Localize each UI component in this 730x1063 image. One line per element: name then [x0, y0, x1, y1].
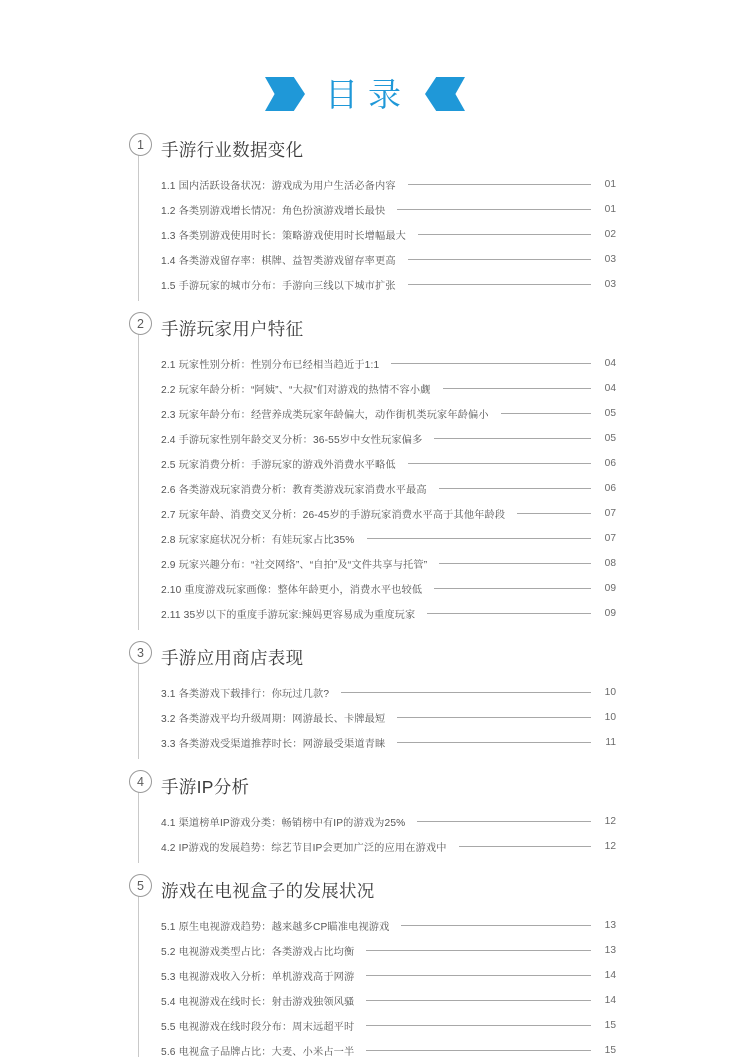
- section-items: [122, 674, 730, 755]
- leader-line: [408, 284, 591, 285]
- toc-entry-page-number: 02: [604, 229, 616, 240]
- section-number-badge: 4: [129, 770, 152, 793]
- leader-line: [341, 692, 591, 693]
- toc-entry-label: 1.4 各类游戏留存率：棋牌、益智类游戏留存率更高: [161, 256, 396, 267]
- toc-entry-page-number: 15: [604, 1045, 616, 1056]
- toc-entry-label: 4.2 IP游戏的发展趋势：综艺节目IP会更加广泛的应用在游戏中: [161, 843, 447, 854]
- toc-entry[interactable]: [161, 601, 730, 626]
- toc-entry-label: 3.2 各类游戏平均升级周期：网游最长、卡牌最短: [161, 714, 386, 725]
- toc-entry-label: 3.3 各类游戏受渠道推荐时长：网游最受渠道青睐: [161, 739, 386, 750]
- section-title: 手游IP分析: [161, 776, 250, 797]
- toc-entry-page-number: 11: [605, 737, 616, 748]
- leader-line: [517, 513, 591, 514]
- toc-entry[interactable]: [161, 963, 730, 988]
- leader-line: [366, 1000, 591, 1001]
- section-title: 游戏在电视盒子的发展状况: [161, 880, 375, 901]
- toc-entry-label: 1.5 手游玩家的城市分布：手游向三线以下城市扩张: [161, 281, 396, 292]
- toc-entry-label: 5.3 电视游戏收入分析：单机游戏高于网游: [161, 972, 355, 983]
- toc-entry[interactable]: [161, 247, 730, 272]
- section-header[interactable]: [122, 132, 730, 166]
- section-rail: [138, 321, 139, 630]
- leader-line: [408, 463, 591, 464]
- toc-entry[interactable]: [161, 172, 730, 197]
- toc-entry[interactable]: [161, 451, 730, 476]
- toc-entry[interactable]: [161, 526, 730, 551]
- toc-entry-page-number: 03: [604, 279, 616, 290]
- toc-entry[interactable]: [161, 501, 730, 526]
- toc-section: [0, 311, 730, 626]
- toc-entry[interactable]: [161, 680, 730, 705]
- toc-entry[interactable]: [161, 1013, 730, 1038]
- toc-entry-page-number: 12: [604, 816, 616, 827]
- leader-line: [391, 363, 591, 364]
- toc-entry[interactable]: [161, 222, 730, 247]
- leader-line: [408, 184, 591, 185]
- section-number-badge: 5: [129, 874, 152, 897]
- toc-entry[interactable]: [161, 351, 730, 376]
- leader-line: [439, 488, 591, 489]
- leader-line: [439, 563, 591, 564]
- leader-line: [501, 413, 591, 414]
- leader-line: [366, 975, 591, 976]
- leader-line: [397, 717, 591, 718]
- toc-entry[interactable]: [161, 401, 730, 426]
- toc-entry-page-number: 12: [604, 841, 616, 852]
- section-items: [122, 803, 730, 859]
- toc-entry-label: 2.6 各类游戏玩家消费分析：教育类游戏玩家消费水平最高: [161, 485, 427, 496]
- toc-entry-page-number: 13: [604, 945, 616, 956]
- toc-entry[interactable]: [161, 476, 730, 501]
- section-header[interactable]: [122, 873, 730, 907]
- leader-line: [401, 925, 591, 926]
- toc-entry-page-number: 06: [604, 483, 616, 494]
- section-header[interactable]: [122, 769, 730, 803]
- toc-entry[interactable]: [161, 809, 730, 834]
- toc-entry[interactable]: [161, 1038, 730, 1063]
- toc-entry[interactable]: [161, 730, 730, 755]
- toc-entry-label: 2.8 玩家家庭状况分析：有娃玩家占比35%: [161, 535, 355, 546]
- toc-entry[interactable]: [161, 576, 730, 601]
- toc-entry-page-number: 04: [604, 383, 616, 394]
- section-spacer: [0, 626, 730, 640]
- section-header[interactable]: [122, 311, 730, 345]
- toc-section: [0, 873, 730, 1063]
- section-number-badge: 2: [129, 312, 152, 335]
- toc-entry-label: 1.1 国内活跃设备状况：游戏成为用户生活必备内容: [161, 181, 396, 192]
- toc-entry-label: 2.7 玩家年龄、消费交叉分析：26-45岁的手游玩家消费水平高于其他年龄段: [161, 510, 506, 521]
- toc-entry-label: 5.4 电视游戏在线时长：射击游戏独领风骚: [161, 997, 355, 1008]
- section-items: [122, 166, 730, 297]
- section-title: 手游玩家用户特征: [161, 318, 304, 339]
- leader-line: [397, 742, 591, 743]
- document-header: [0, 68, 730, 120]
- toc-entry-page-number: 14: [604, 995, 616, 1006]
- leader-line: [366, 1050, 591, 1051]
- toc-entry[interactable]: [161, 988, 730, 1013]
- toc-entry-page-number: 15: [604, 1020, 616, 1031]
- toc-entry-label: 2.10 重度游戏玩家画像：整体年龄更小，消费水平也较低: [161, 585, 423, 596]
- toc-entry-page-number: 01: [604, 204, 616, 215]
- toc-section: [0, 132, 730, 297]
- toc-entry-page-number: 05: [604, 433, 616, 444]
- toc-entry-label: 2.2 玩家年龄分析：“阿姨”、“大叔”们对游戏的热情不容小觑: [161, 385, 431, 396]
- leader-line: [418, 234, 591, 235]
- toc-entry[interactable]: [161, 551, 730, 576]
- toc-entry-page-number: 04: [604, 358, 616, 369]
- toc-entry-page-number: 06: [604, 458, 616, 469]
- toc-entry-page-number: 07: [604, 508, 616, 519]
- section-number-badge: 1: [129, 133, 152, 156]
- leader-line: [427, 613, 591, 614]
- leader-line: [434, 588, 591, 589]
- toc-entry[interactable]: [161, 376, 730, 401]
- toc-section: [0, 640, 730, 755]
- toc-entry-label: 2.1 玩家性别分析：性别分布已经相当趋近于1:1: [161, 360, 380, 371]
- section-spacer: [0, 859, 730, 873]
- toc-entry[interactable]: [161, 426, 730, 451]
- toc-entry-page-number: 09: [604, 583, 616, 594]
- toc-entry-page-number: 07: [604, 533, 616, 544]
- toc-entry-page-number: 05: [604, 408, 616, 419]
- toc-entry-label: 5.2 电视游戏类型占比：各类游戏占比均衡: [161, 947, 355, 958]
- toc-entry-page-number: 01: [604, 179, 616, 190]
- toc-entry[interactable]: [161, 938, 730, 963]
- toc-entry[interactable]: [161, 272, 730, 297]
- toc-entry-page-number: 10: [604, 712, 616, 723]
- toc-entry-label: 5.1 原生电视游戏趋势：越来越多CP瞄准电视游戏: [161, 922, 390, 933]
- toc-entry-page-number: 14: [604, 970, 616, 981]
- toc-entry-label: 1.2 各类别游戏增长情况：角色扮演游戏增长最快: [161, 206, 386, 217]
- toc-entry-label: 2.11 35岁以下的重度手游玩家:辣妈更容易成为重度玩家: [161, 610, 416, 621]
- toc-entry-page-number: 08: [604, 558, 616, 569]
- section-header[interactable]: [122, 640, 730, 674]
- leader-line: [366, 950, 591, 951]
- section-title: 手游应用商店表现: [161, 647, 304, 668]
- toc-entry-label: 2.5 玩家消费分析：手游玩家的游戏外消费水平略低: [161, 460, 396, 471]
- leader-line: [397, 209, 591, 210]
- toc-entry-page-number: 10: [604, 687, 616, 698]
- toc-entry-label: 3.1 各类游戏下载排行：你玩过几款?: [161, 689, 330, 700]
- leader-line: [417, 821, 591, 822]
- leader-line: [367, 538, 592, 539]
- toc-entry-page-number: 13: [604, 920, 616, 931]
- section-items: [122, 907, 730, 1063]
- toc-section: [0, 769, 730, 859]
- toc-entry-label: 5.5 电视游戏在线时段分布：周末远超平时: [161, 1022, 355, 1033]
- toc-entry[interactable]: [161, 197, 730, 222]
- section-title: 手游行业数据变化: [161, 139, 304, 160]
- toc-entry-page-number: 03: [604, 254, 616, 265]
- leader-line: [366, 1025, 591, 1026]
- toc-entry-label: 2.9 玩家兴趣分布：“社交网络”、“自拍”及“文件共享与托管”: [161, 560, 428, 571]
- page-title: 目录: [325, 75, 411, 113]
- toc-entry-label: 2.4 手游玩家性别年龄交叉分析：36-55岁中女性玩家偏多: [161, 435, 423, 446]
- toc-entry-label: 2.3 玩家年龄分布：经营养成类玩家年龄偏大，动作街机类玩家年龄偏小: [161, 410, 489, 421]
- section-spacer: [0, 297, 730, 311]
- leader-line: [459, 846, 591, 847]
- toc-entry[interactable]: [161, 913, 730, 938]
- toc-entry-label: 4.1 渠道榜单IP游戏分类：畅销榜中有IP的游戏为25%: [161, 818, 406, 829]
- pennant-left-icon: [425, 77, 465, 111]
- leader-line: [408, 259, 591, 260]
- section-spacer: [0, 755, 730, 769]
- table-of-contents: [0, 132, 730, 1063]
- leader-line: [434, 438, 591, 439]
- toc-entry-label: 5.6 电视盒子品牌占比：大麦、小米占一半: [161, 1047, 355, 1058]
- section-items: [122, 345, 730, 626]
- toc-entry-label: 1.3 各类别游戏使用时长：策略游戏使用时长增幅最大: [161, 231, 407, 242]
- section-rail: [138, 883, 139, 1057]
- toc-entry-page-number: 09: [604, 608, 616, 619]
- section-number-badge: 3: [129, 641, 152, 664]
- toc-entry[interactable]: [161, 705, 730, 730]
- leader-line: [443, 388, 591, 389]
- toc-entry[interactable]: [161, 834, 730, 859]
- pennant-right-icon: [265, 77, 305, 111]
